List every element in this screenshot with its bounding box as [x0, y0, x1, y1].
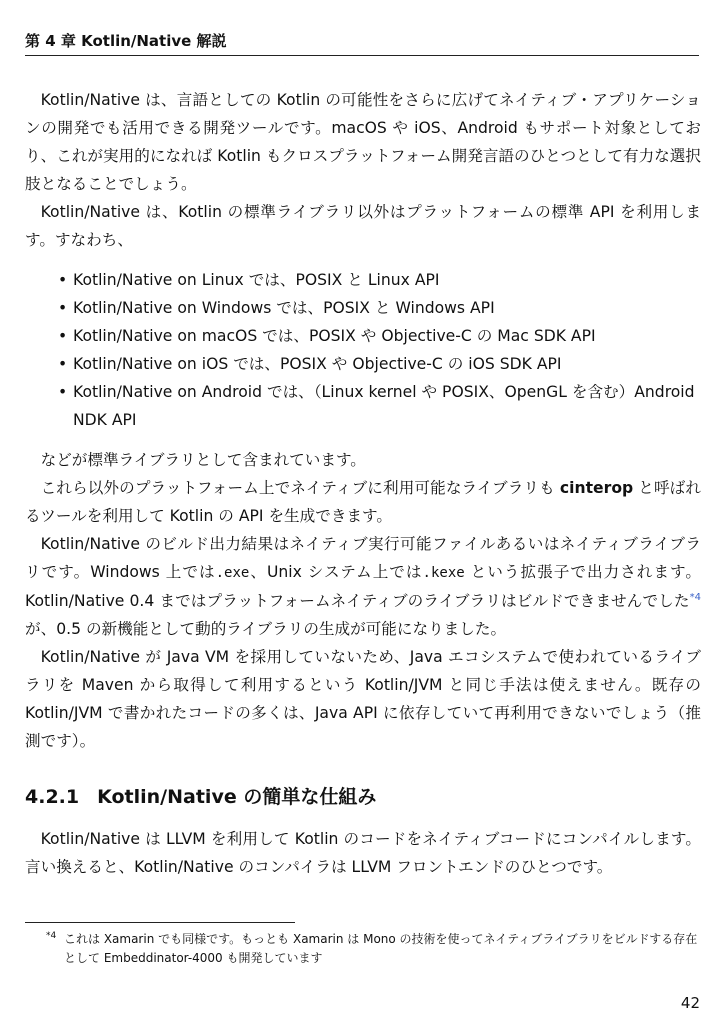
- footnote-text: これは Xamarin でも同様です。もっとも Xamarin は Mono の技術を使ってネイティブライブラリをビルドする存在として Embeddinator-4000 も開発しています: [64, 932, 698, 965]
- section-title: Kotlin/Native の簡単な仕組み: [97, 786, 377, 808]
- bullet-marker: •: [58, 271, 68, 289]
- paragraph-build-output: [25, 530, 701, 643]
- list-item-text: Kotlin/Native on Linux では、POSIX と Linux API: [73, 271, 440, 289]
- exe-extension: .exe: [215, 565, 250, 581]
- build-output-text-c: という拡張子で出力されます。Kotlin/Native 0.4 まではプラットフォームネイティブのライブラリはビルドできませんでした: [25, 563, 701, 610]
- footnote-reference[interactable]: *4: [689, 591, 701, 603]
- cinterop-term: cinterop: [559, 479, 634, 497]
- bullet-marker: •: [58, 383, 68, 401]
- list-item: [25, 322, 701, 350]
- cinterop-text-after: と呼ばれるツールを利用して Kotlin の API を生成できます。: [25, 479, 701, 525]
- paragraph-jvm-compat: Kotlin/Native が Java VM を採用していないため、Java エコシステムで使われているライブラリを Maven から取得して利用するという Kotlin/JVM と同じ手法は使えません。既存の Kotlin/JVM で書かれたコードの多くは、Java API に依存していて再利用できないでしょう（推測です）。: [25, 648, 701, 750]
- footnote: [48, 930, 700, 968]
- build-output-text-b: 、Unix システム上では: [249, 563, 423, 581]
- section-heading: [25, 783, 701, 811]
- page-number: 42: [680, 994, 700, 1012]
- platform-api-list: [25, 266, 701, 434]
- list-item: [25, 266, 701, 294]
- list-item: [25, 294, 701, 322]
- bullet-marker: •: [58, 327, 68, 345]
- bullet-marker: •: [58, 355, 68, 373]
- paragraph-llvm: Kotlin/Native は LLVM を利用して Kotlin のコードをネイティブコードにコンパイルします。言い換えると、Kotlin/Native のコンパイラは LLVM フロントエンドのひとつです。: [25, 830, 701, 876]
- paragraph-standard-libs: などが標準ライブラリとして含まれています。: [40, 451, 366, 469]
- section-number: 4.2.1: [25, 786, 80, 808]
- paragraph-intro: Kotlin/Native は、言語としての Kotlin の可能性をさらに広げてネイティブ・アプリケーションの開発でも活用できる開発ツールです。macOS や iOS、Android もサポート対象としており、これが実用的になれば Kotlin もクロスプラットフォーム開発言語のひとつとして有力な選択肢となることでしょう。: [25, 91, 701, 193]
- body-text: [25, 86, 701, 881]
- list-item: [25, 350, 701, 378]
- list-item-text: Kotlin/Native on iOS では、POSIX や Objective-C の iOS SDK API: [73, 355, 562, 373]
- footnote-mark: *4: [46, 931, 57, 941]
- list-item-text: Kotlin/Native on Android では、（Linux kernel や POSIX、OpenGL を含む）Android NDK API: [73, 383, 695, 429]
- build-output-text-d: が、0.5 の新機能として動的ライブラリの生成が可能になりました。: [25, 620, 507, 638]
- kexe-extension: .kexe: [422, 565, 465, 581]
- bullet-marker: •: [58, 299, 68, 317]
- cinterop-text-before: これら以外のプラットフォーム上でネイティブに利用可能なライブラリも: [40, 479, 560, 497]
- footnote-divider: [25, 922, 295, 923]
- list-item-text: Kotlin/Native on Windows では、POSIX と Windows API: [73, 299, 495, 317]
- list-item: [25, 378, 701, 434]
- paragraph-cinterop: [25, 474, 701, 530]
- list-item-text: Kotlin/Native on macOS では、POSIX や Objective-C の Mac SDK API: [73, 327, 596, 345]
- build-output-text-a: Kotlin/Native のビルド出力結果はネイティブ実行可能ファイルあるいはネイティブライブラリです。Windows 上では: [25, 535, 701, 581]
- paragraph-platform-api: Kotlin/Native は、Kotlin の標準ライブラリ以外はプラットフォームの標準 API を利用します。すなわち、: [25, 203, 701, 249]
- running-header: 第 4 章 Kotlin/Native 解説: [25, 30, 699, 56]
